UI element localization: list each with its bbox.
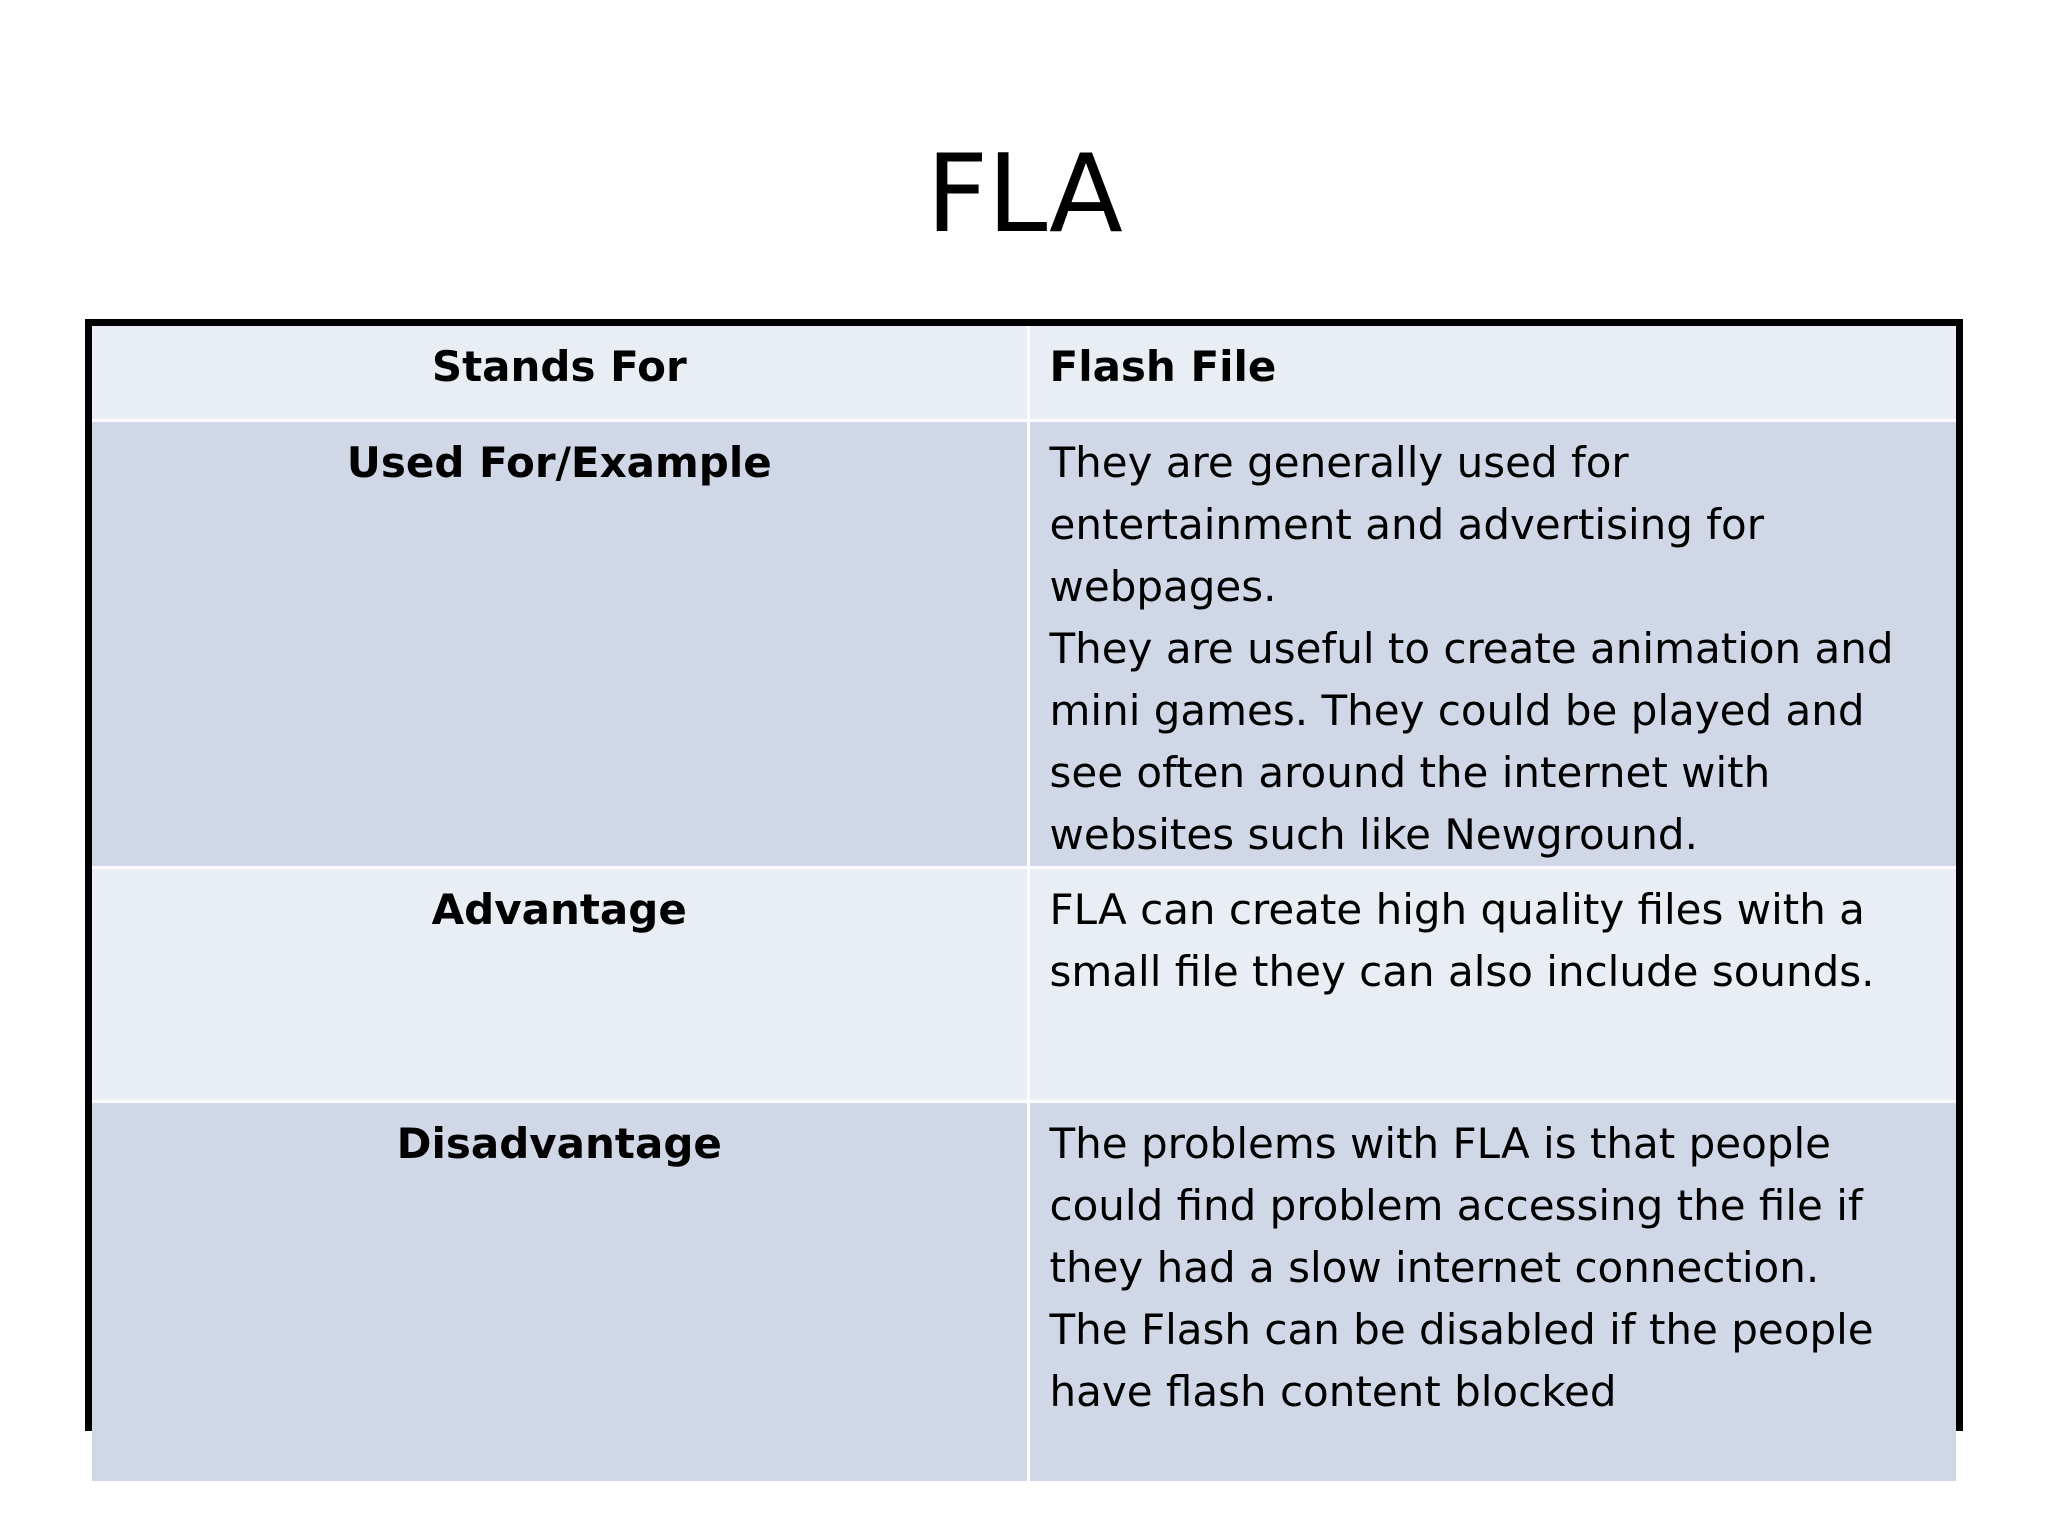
row-label-disadvantage: Disadvantage <box>92 1101 1028 1481</box>
info-table <box>92 326 1956 1481</box>
row-label-used-for: Used For/Example <box>92 420 1028 867</box>
row-value-advantage <box>1028 867 1956 1101</box>
table-row-advantage <box>92 867 1956 1101</box>
row-value-disadvantage <box>1028 1101 1956 1481</box>
value-paragraph: Flash File <box>1049 342 1277 391</box>
value-paragraph: The Flash can be disabled if the people have flash content blocked <box>1049 1304 1874 1416</box>
value-paragraph: They are generally used for entertainment and advertising for webpages. <box>1049 437 1765 611</box>
row-label-advantage: Advantage <box>92 867 1028 1101</box>
table-row-stands-for <box>92 326 1956 420</box>
value-paragraph: The problems with FLA is that people could find problem accessing the file if they had a slow internet connection. <box>1049 1118 1863 1292</box>
row-value-stands-for <box>1028 326 1956 420</box>
value-paragraph: FLA can create high quality files with a small file they can also include sounds. <box>1049 884 1875 996</box>
table-row-disadvantage <box>92 1101 1956 1481</box>
table-row-used-for <box>92 420 1956 867</box>
row-label-stands-for: Stands For <box>92 326 1028 420</box>
info-table-frame <box>85 319 1963 1431</box>
value-paragraph: They are useful to create animation and mini games. They could be played and see often around the internet with websites such like Newground. <box>1049 623 1894 859</box>
row-value-used-for <box>1028 420 1956 867</box>
slide-title: FLA <box>926 132 1122 257</box>
